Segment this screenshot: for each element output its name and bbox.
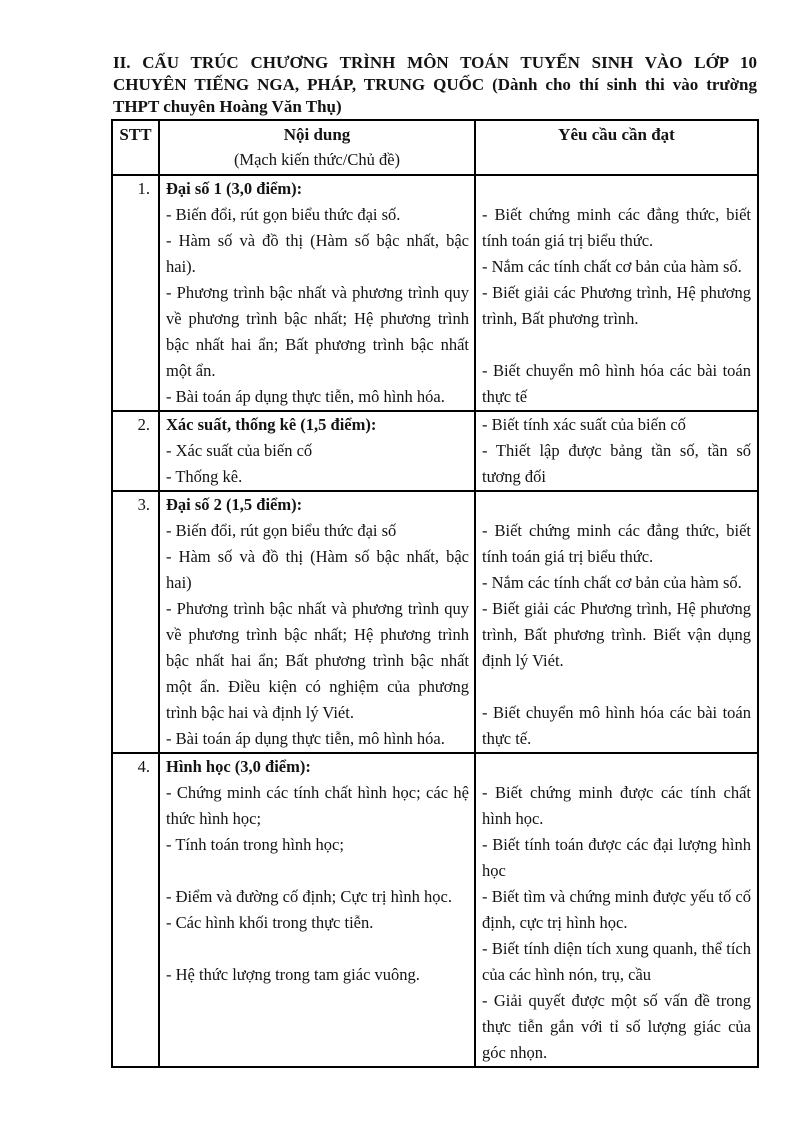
header-requirements: Yêu cầu cần đạt [475, 120, 758, 175]
requirements-cell [475, 175, 758, 411]
content-cell [159, 411, 475, 491]
paragraph-line: - Nắm các tính chất cơ bản của hàm số. [482, 573, 742, 592]
topic-heading: Đại số 1 (3,0 điểm): [166, 179, 303, 198]
requirements-cell [475, 491, 758, 753]
paragraph-line: - Nắm các tính chất cơ bản của hàm số. [482, 257, 742, 276]
blank-line [482, 492, 751, 518]
paragraph-line: - Bài toán áp dụng thực tiễn, mô hình hóa. [166, 729, 445, 748]
topic-heading: Hình học (3,0 điểm): [166, 757, 311, 776]
paragraph-line: - Phương trình bậc nhất và phương trình quy về phương trình bậc nhất; Hệ phương trình bậc nhất hai ẩn; Bất phương trình bậc nhất một ẩn. Điều kiện có nghiệm của phương trình bậc hai và định lý Viét. [166, 599, 469, 722]
paragraph-line: - Biết chứng minh các đẳng thức, biết tính toán giá trị biểu thức. [482, 205, 751, 250]
paragraph-line: - Biến đổi, rút gọn biểu thức đại số [166, 521, 397, 540]
header-row [112, 120, 758, 175]
topic-heading: Đại số 2 (1,5 điểm): [166, 495, 303, 514]
paragraph-line: - Phương trình bậc nhất và phương trình quy về phương trình bậc nhất; Hệ phương trình bậc nhất hai ẩn; Bất phương trình bậc nhất một ẩn. [166, 283, 469, 380]
requirements-cell [475, 411, 758, 491]
blank-line [166, 858, 469, 884]
paragraph-line: - Chứng minh các tính chất hình học; các hệ thức hình học; [166, 783, 469, 828]
paragraph-line: - Biết chứng minh các đẳng thức, biết tính toán giá trị biểu thức. [482, 521, 751, 566]
row-number: 1. [112, 175, 159, 411]
paragraph-line: - Biết tính toán được các đại lượng hình học [482, 835, 751, 880]
topic-heading: Xác suất, thống kê (1,5 điểm): [166, 415, 377, 434]
content-cell [159, 753, 475, 1067]
content-cell [159, 175, 475, 411]
title-line-1: II. CẤU TRÚC CHƯƠNG TRÌNH MÔN TOÁN TUYỂN SINH VÀO LỚP 10 [113, 53, 757, 72]
table-row [112, 491, 758, 753]
table-row [112, 175, 758, 411]
requirements-cell [475, 753, 758, 1067]
paragraph-line: - Xác suất của biến cố [166, 441, 313, 460]
paragraph-line: - Biết tìm và chứng minh được yếu tố cố định, cực trị hình học. [482, 887, 751, 932]
document-title [113, 52, 757, 118]
title-line-3: THPT chuyên Hoàng Văn Thụ) [113, 97, 342, 116]
table-header [112, 120, 758, 175]
paragraph-line: - Hàm số và đồ thị (Hàm số bậc nhất, bậc hai). [166, 231, 469, 276]
paragraph-line: - Biết chuyển mô hình hóa các bài toán thực tế [482, 361, 751, 406]
title-line-2: CHUYÊN TIẾNG NGA, PHÁP, TRUNG QUỐC (Dành cho thí sinh thi vào trường [113, 75, 757, 94]
blank-line [482, 176, 751, 202]
header-content [159, 120, 475, 175]
paragraph-line: - Biết giải các Phương trình, Hệ phương trình, Bất phương trình. [482, 283, 751, 328]
table-row [112, 411, 758, 491]
paragraph-line: - Biến đổi, rút gọn biểu thức đại số. [166, 205, 401, 224]
paragraph-line: - Biết chuyển mô hình hóa các bài toán thực tế. [482, 703, 751, 748]
paragraph-line: - Giải quyết được một số vấn đề trong thực tiễn gắn với tỉ số lượng giác của góc nhọn. [482, 991, 751, 1062]
paragraph-line: - Biết giải các Phương trình, Hệ phương trình, Bất phương trình. Biết vận dụng định lý Viét. [482, 599, 751, 670]
blank-line [482, 332, 751, 358]
header-content-subtitle: (Mạch kiến thức/Chủ đề) [233, 150, 401, 169]
row-number: 3. [112, 491, 159, 753]
paragraph-line: - Bài toán áp dụng thực tiễn, mô hình hóa. [166, 387, 445, 406]
blank-line [166, 936, 469, 962]
paragraph-line: - Hệ thức lượng trong tam giác vuông. [166, 965, 420, 984]
paragraph-line: - Điểm và đường cố định; Cực trị hình học. [166, 887, 452, 906]
blank-line [482, 754, 751, 780]
paragraph-line: - Biết chứng minh được các tính chất hình học. [482, 783, 751, 828]
paragraph-line: - Các hình khối trong thực tiễn. [166, 913, 374, 932]
paragraph-line: - Hàm số và đồ thị (Hàm số bậc nhất, bậc hai) [166, 547, 469, 592]
table-body [112, 175, 758, 1067]
content-cell [159, 491, 475, 753]
paragraph-line: - Thống kê. [166, 467, 243, 486]
row-number: 2. [112, 411, 159, 491]
table-row [112, 753, 758, 1067]
header-content-title: Nội dung [283, 125, 351, 144]
row-number: 4. [112, 753, 159, 1067]
blank-line [482, 674, 751, 700]
paragraph-line: - Thiết lập được bảng tần số, tần số tương đối [482, 441, 751, 486]
header-stt: STT [112, 120, 159, 175]
paragraph-line: - Tính toán trong hình học; [166, 835, 344, 854]
paragraph-line: - Biết tính xác suất của biến cố [482, 415, 686, 434]
paragraph-line: - Biết tính diện tích xung quanh, thể tích của các hình nón, trụ, cầu [482, 939, 751, 984]
curriculum-table [111, 119, 759, 1068]
